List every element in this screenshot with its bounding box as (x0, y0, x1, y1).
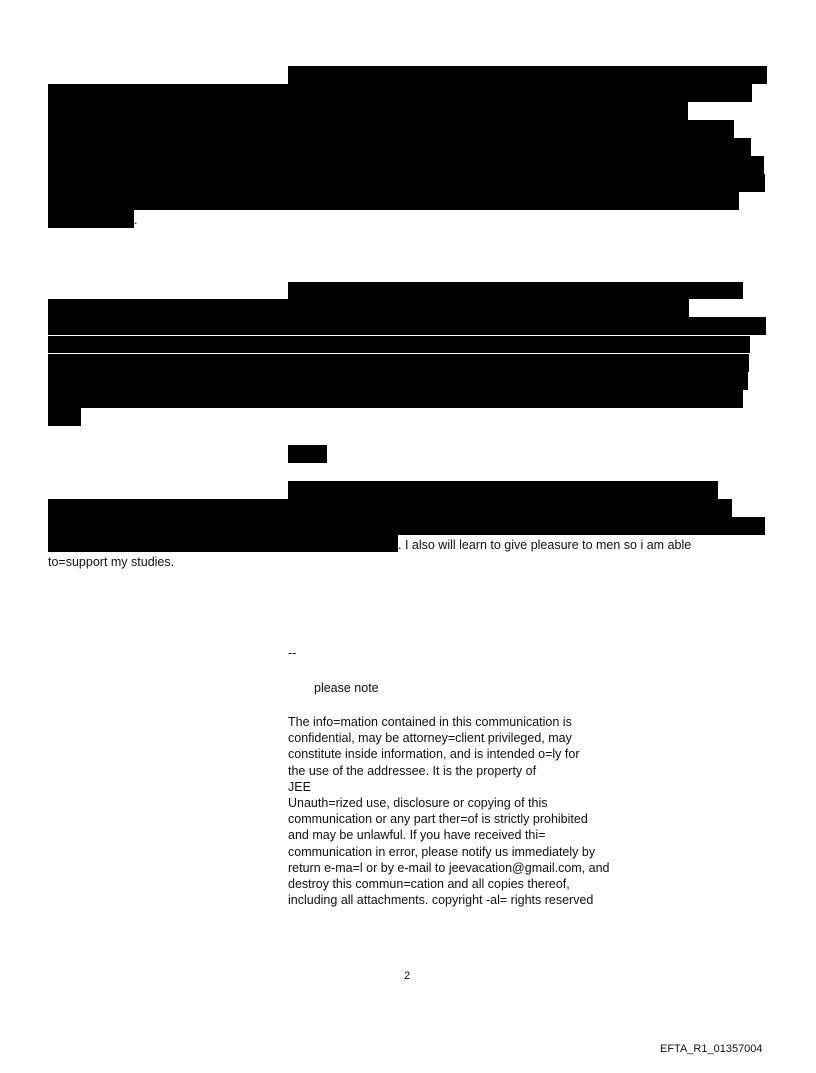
redaction-bar (48, 354, 749, 372)
disclaimer-line: Unauth=rized use, disclosure or copying of this (288, 796, 548, 811)
redaction-bar (48, 210, 134, 228)
redaction-bar (48, 408, 81, 426)
disclaimer-line: confidential, may be attorney=client privileged, may (288, 731, 572, 746)
redaction-bar (48, 138, 751, 156)
paragraph-3-trailing-text: . I also will learn to give pleasure to men so i am able (398, 538, 692, 552)
disclaimer-line: return e-ma=l or by e-mail to jeevacation@gmail.com, and (288, 860, 610, 875)
disclaimer-line: communication or any part ther=of is strictly prohibited (288, 812, 588, 827)
paragraph-1-trailing-text: . (134, 213, 138, 227)
redaction-bar (48, 317, 766, 335)
paragraph-3-continuation: to=support my studies. (48, 555, 175, 569)
redaction-bar (48, 372, 748, 390)
redaction-bar (48, 535, 398, 552)
disclaimer-line: destroy this commun=cation and all copies thereof, (288, 877, 570, 892)
disclaimer-line: the use of the addressee. It is the property of (288, 763, 537, 778)
redaction-bar (48, 499, 732, 517)
note-heading: please note (314, 681, 379, 695)
disclaimer-line: communication in error, please notify us immediately by (288, 844, 596, 859)
redaction-bar (48, 390, 743, 408)
redaction-bar (48, 517, 765, 535)
disclaimer-line: and may be unlawful. If you have received thi= (288, 828, 546, 843)
page-number: 2 (404, 970, 411, 982)
redaction-bar (48, 192, 739, 210)
redaction-bar (48, 156, 764, 174)
redaction-bar (288, 481, 718, 499)
disclaimer-line: The info=mation contained in this communication is (288, 715, 572, 729)
disclaimer (288, 714, 688, 908)
redaction-bar (48, 120, 734, 138)
redaction-bar (288, 66, 767, 84)
disclaimer-line: constitute inside information, and is intended o=ly for (288, 747, 580, 762)
redaction-bar (48, 102, 688, 120)
redaction-bar (48, 336, 750, 353)
redaction-bar (48, 174, 765, 192)
redaction-bar (288, 445, 327, 463)
redaction-bar (48, 299, 689, 317)
disclaimer-line: including all attachments. copyright -al= rights reserved (288, 893, 594, 908)
signature-dashes: -- (288, 646, 297, 660)
document-id: EFTA_R1_01357004 (660, 1043, 763, 1055)
disclaimer-line: JEE (288, 779, 311, 794)
redaction-bar (48, 84, 752, 102)
redaction-bar (288, 282, 743, 299)
